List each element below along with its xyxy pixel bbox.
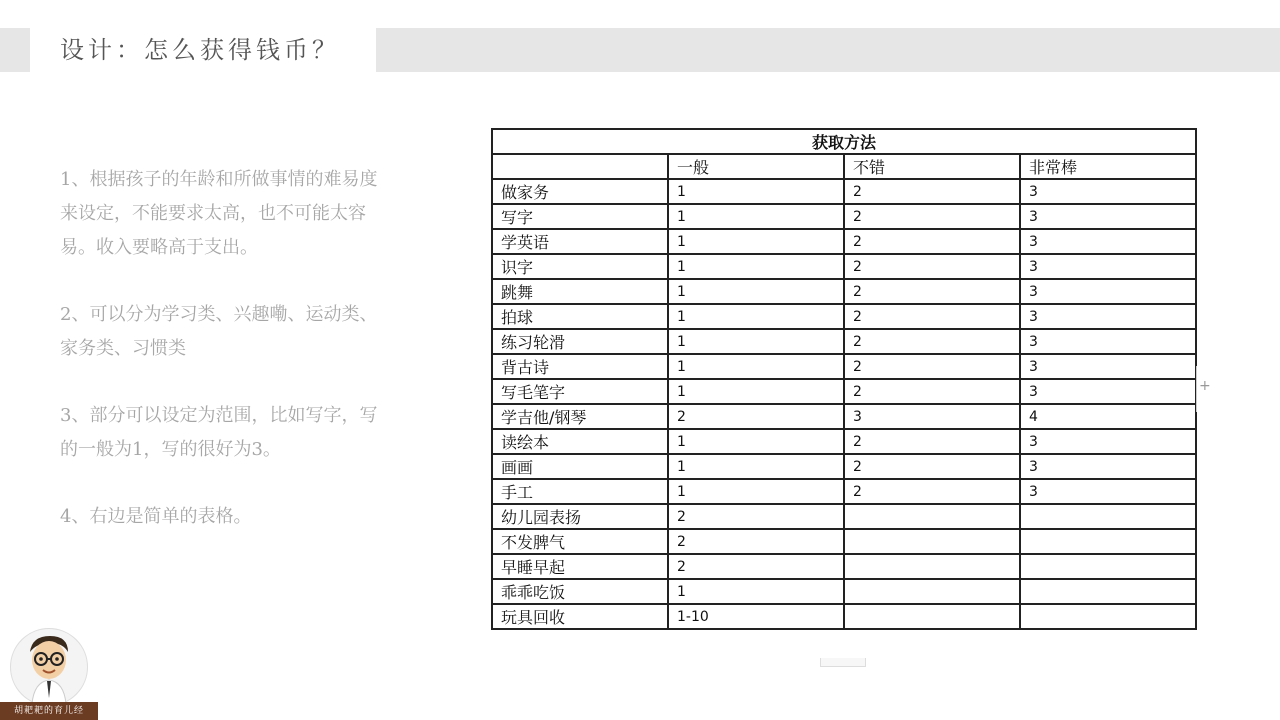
- row-label-cell: 手工: [492, 479, 668, 504]
- column-header: 不错: [844, 154, 1020, 179]
- score-cell: [844, 529, 1020, 554]
- score-cell: 1: [668, 429, 844, 454]
- table-row: [492, 554, 1196, 579]
- row-label-cell: 学英语: [492, 229, 668, 254]
- table-row: [492, 604, 1196, 629]
- score-cell: 1: [668, 329, 844, 354]
- score-cell: 1: [668, 379, 844, 404]
- table-row: [492, 404, 1196, 429]
- table-row: [492, 429, 1196, 454]
- table-row: [492, 354, 1196, 379]
- score-cell: 3: [1020, 304, 1196, 329]
- score-cell: 3: [1020, 479, 1196, 504]
- score-cell: 2: [844, 304, 1020, 329]
- score-cell: 2: [844, 354, 1020, 379]
- page-title: 设计：怎么获得钱币？: [60, 36, 340, 64]
- score-cell: 1: [668, 579, 844, 604]
- score-cell: 3: [1020, 279, 1196, 304]
- table-row: [492, 229, 1196, 254]
- row-label-cell: 跳舞: [492, 279, 668, 304]
- score-cell: 1: [668, 354, 844, 379]
- score-cell: 2: [844, 379, 1020, 404]
- table-title: 获取方法: [492, 129, 1196, 154]
- cartoon-avatar-icon: [10, 628, 88, 706]
- row-label-cell: 学吉他/钢琴: [492, 404, 668, 429]
- score-cell: 2: [668, 504, 844, 529]
- score-cell: [1020, 604, 1196, 629]
- row-label-cell: 幼儿园表扬: [492, 504, 668, 529]
- table-row: [492, 279, 1196, 304]
- table-row: [492, 254, 1196, 279]
- note-3: 3、部分可以设定为范围，比如写字，写的一般为1，写的很好为3。: [60, 405, 378, 460]
- add-column-icon[interactable]: +: [1199, 378, 1211, 394]
- row-label-cell: 早睡早起: [492, 554, 668, 579]
- score-cell: 1: [668, 204, 844, 229]
- table-row: [492, 479, 1196, 504]
- reward-table-wrap: [491, 128, 1197, 630]
- score-cell: 1-10: [668, 604, 844, 629]
- score-cell: 2: [844, 454, 1020, 479]
- table-row: [492, 204, 1196, 229]
- note-2: 2、可以分为学习类、兴趣嘞、运动类、家务类、习惯类: [60, 304, 378, 359]
- table-row: [492, 379, 1196, 404]
- note-1: 1、根据孩子的年龄和所做事情的难易度来设定，不能要求太高，也不可能太容易。收入要略高于支出。: [60, 169, 378, 258]
- score-cell: 3: [1020, 354, 1196, 379]
- notes-panel: [60, 163, 390, 567]
- row-label-cell: 识字: [492, 254, 668, 279]
- score-cell: [1020, 504, 1196, 529]
- title-band-left: [0, 28, 30, 72]
- column-header: 一般: [668, 154, 844, 179]
- row-label-cell: 拍球: [492, 304, 668, 329]
- score-cell: [844, 554, 1020, 579]
- score-cell: 3: [1020, 179, 1196, 204]
- score-cell: 2: [844, 179, 1020, 204]
- score-cell: [1020, 529, 1196, 554]
- watermark-label: 胡耙耙的育儿经: [0, 702, 98, 720]
- score-cell: 3: [844, 404, 1020, 429]
- score-cell: 3: [1020, 204, 1196, 229]
- score-cell: 1: [668, 479, 844, 504]
- score-cell: 1: [668, 304, 844, 329]
- row-label-cell: 背古诗: [492, 354, 668, 379]
- row-label-cell: 读绘本: [492, 429, 668, 454]
- score-cell: 1: [668, 179, 844, 204]
- row-label-cell: 写毛笔字: [492, 379, 668, 404]
- reward-table: [491, 128, 1197, 630]
- score-cell: 3: [1020, 454, 1196, 479]
- column-header: 非常棒: [1020, 154, 1196, 179]
- score-cell: 3: [1020, 229, 1196, 254]
- score-cell: 2: [844, 204, 1020, 229]
- score-cell: 3: [1020, 329, 1196, 354]
- score-cell: 2: [844, 279, 1020, 304]
- score-cell: 1: [668, 454, 844, 479]
- score-cell: [1020, 579, 1196, 604]
- row-label-cell: 练习轮滑: [492, 329, 668, 354]
- score-cell: 4: [1020, 404, 1196, 429]
- score-cell: [1020, 554, 1196, 579]
- table-row: [492, 579, 1196, 604]
- score-cell: [844, 604, 1020, 629]
- table-row: [492, 179, 1196, 204]
- table-row: [492, 504, 1196, 529]
- row-label-cell: 乖乖吃饭: [492, 579, 668, 604]
- table-row: [492, 329, 1196, 354]
- score-cell: 2: [844, 479, 1020, 504]
- score-cell: 3: [1020, 379, 1196, 404]
- score-cell: 2: [844, 229, 1020, 254]
- score-cell: 2: [844, 329, 1020, 354]
- table-row: [492, 454, 1196, 479]
- row-label-cell: 写字: [492, 204, 668, 229]
- score-cell: 3: [1020, 429, 1196, 454]
- column-header: [492, 154, 668, 179]
- score-cell: 1: [668, 254, 844, 279]
- title-band-right: [376, 28, 1280, 72]
- score-cell: [844, 579, 1020, 604]
- score-cell: 1: [668, 229, 844, 254]
- table-row: [492, 304, 1196, 329]
- score-cell: 2: [844, 429, 1020, 454]
- row-label-cell: 玩具回收: [492, 604, 668, 629]
- row-label-cell: 做家务: [492, 179, 668, 204]
- score-cell: [844, 504, 1020, 529]
- table-body: [492, 179, 1196, 629]
- table-bottom-handle[interactable]: [820, 658, 866, 667]
- score-cell: 3: [1020, 254, 1196, 279]
- score-cell: 2: [668, 404, 844, 429]
- score-cell: 2: [668, 554, 844, 579]
- row-label-cell: 画画: [492, 454, 668, 479]
- table-row: [492, 529, 1196, 554]
- score-cell: 2: [668, 529, 844, 554]
- note-4: 4、右边是简单的表格。: [60, 506, 252, 527]
- row-label-cell: 不发脾气: [492, 529, 668, 554]
- score-cell: 2: [844, 254, 1020, 279]
- score-cell: 1: [668, 279, 844, 304]
